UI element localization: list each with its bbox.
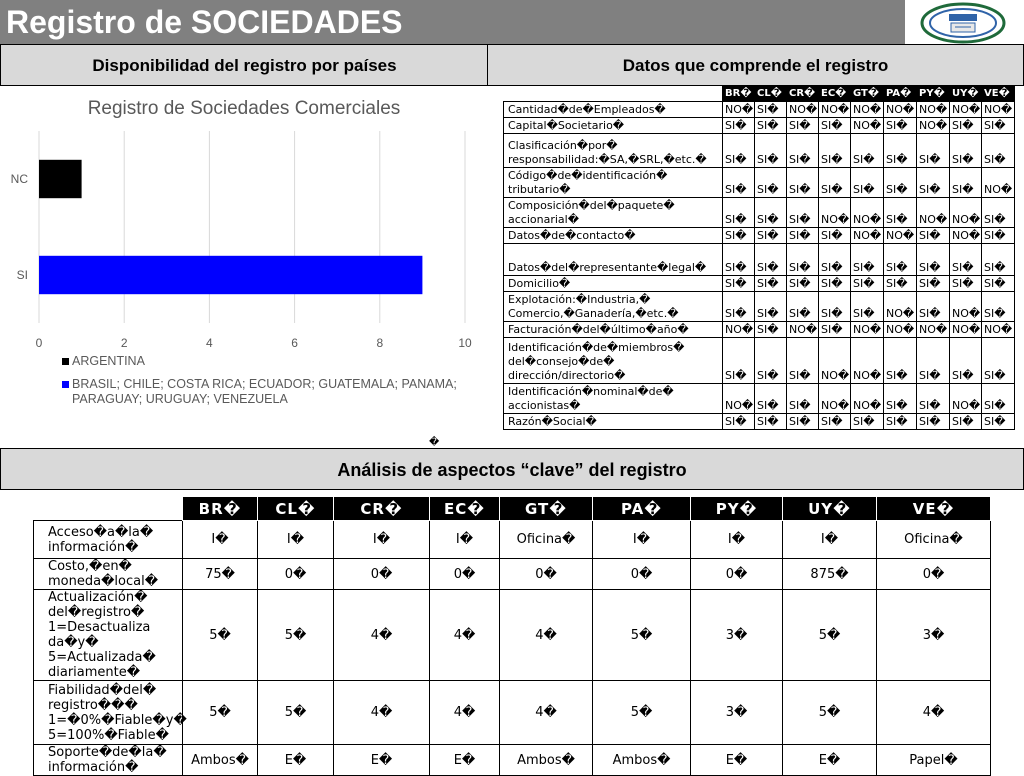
table-cell: SI� [950, 134, 982, 168]
table-cell: NO� [917, 118, 950, 134]
table-cell: 5� [258, 681, 334, 745]
analysis-col-header: BR� [183, 497, 258, 521]
title-bar [0, 0, 905, 44]
section-header-key-analysis [0, 448, 1024, 490]
table-cell: E� [258, 745, 334, 776]
table-cell: SI� [917, 384, 950, 414]
registry-table-header-row [504, 87, 1015, 102]
table-cell: SI� [723, 118, 755, 134]
table-row [504, 384, 1015, 414]
table-cell: SI� [884, 134, 917, 168]
section-header-availability [0, 44, 489, 86]
table-row [504, 292, 1015, 322]
table-row [34, 521, 991, 559]
section-header-key-analysis-label: Análisis de aspectos “clave” del registro [337, 460, 687, 480]
table-cell: SI� [723, 134, 755, 168]
table-cell: 5� [593, 590, 691, 681]
table-cell: I� [593, 521, 691, 559]
table-cell: I� [334, 521, 430, 559]
table-cell: SI� [982, 198, 1015, 228]
table-row [504, 168, 1015, 198]
table-cell: SI� [723, 228, 755, 244]
table-row [504, 322, 1015, 338]
table-cell: SI� [982, 276, 1015, 292]
table-cell: SI� [787, 228, 819, 244]
analysis-col-header: UY� [783, 497, 877, 521]
table-cell: 3� [691, 590, 783, 681]
table-cell: NO� [851, 228, 884, 244]
table-cell: SI� [884, 338, 917, 384]
legend-swatch-nc [62, 358, 69, 365]
table-cell: E� [783, 745, 877, 776]
row-label: Clasificación�por� responsabilidad:�SA,�SRL,�etc.� [504, 134, 723, 168]
table-cell: 0� [691, 559, 783, 590]
table-cell: NO� [723, 102, 755, 118]
table-row [34, 745, 991, 776]
table-cell: SI� [982, 292, 1015, 322]
table-cell: SI� [787, 168, 819, 198]
registry-col-header: PY� [917, 87, 950, 102]
table-cell: SI� [723, 292, 755, 322]
table-cell: SI� [917, 338, 950, 384]
table-cell: SI� [787, 276, 819, 292]
x-tick-label: 0 [35, 336, 43, 350]
table-cell: SI� [787, 414, 819, 430]
legend-swatch-si [62, 381, 69, 388]
table-cell: NO� [884, 292, 917, 322]
table-cell: SI� [723, 244, 755, 276]
x-tick-label: 10 [458, 336, 472, 350]
registry-col-header: UY� [950, 87, 982, 102]
chart-bar-nc [39, 160, 82, 198]
table-cell: NO� [851, 118, 884, 134]
table-cell: SI� [917, 414, 950, 430]
table-cell: SI� [982, 244, 1015, 276]
table-cell: SI� [884, 384, 917, 414]
table-cell: Papel� [877, 745, 991, 776]
table-cell: SI� [819, 168, 851, 198]
table-cell: 0� [430, 559, 500, 590]
table-cell: SI� [723, 338, 755, 384]
table-cell: E� [430, 745, 500, 776]
registry-col-header: PA� [884, 87, 917, 102]
legend-entry-others [62, 377, 462, 407]
table-cell: I� [258, 521, 334, 559]
table-cell: NO� [950, 228, 982, 244]
row-label: Datos�de�contacto� [504, 228, 723, 244]
section-header-registry-data [487, 44, 1024, 86]
table-cell: SI� [917, 292, 950, 322]
row-label: Datos�del�representante�legal� [504, 244, 723, 276]
table-cell: E� [691, 745, 783, 776]
table-cell: SI� [917, 276, 950, 292]
x-tick-label: 6 [291, 336, 298, 350]
table-cell: NO� [950, 322, 982, 338]
table-row [34, 590, 991, 681]
x-tick-label: 4 [206, 336, 213, 350]
table-cell: SI� [755, 198, 787, 228]
table-cell: NO� [787, 102, 819, 118]
legend-label-others: BRASIL; CHILE; COSTA RICA; ECUADOR; GUATEMALA; PANAMA; PARAGUAY; URUGUAY; VENEZUELA [72, 377, 457, 406]
table-cell: SI� [723, 168, 755, 198]
table-cell: NO� [723, 322, 755, 338]
table-cell: SI� [950, 276, 982, 292]
table-cell: SI� [950, 118, 982, 134]
table-cell: NO� [884, 322, 917, 338]
table-row [504, 134, 1015, 168]
table-cell: SI� [819, 414, 851, 430]
registry-col-header: CL� [755, 87, 787, 102]
table-cell: Oficina� [500, 521, 593, 559]
table-cell: NO� [723, 384, 755, 414]
table-cell: 3� [691, 681, 783, 745]
row-label: Identificación�nominal�de� accionistas� [504, 384, 723, 414]
table-cell: SI� [755, 244, 787, 276]
table-cell: NO� [917, 322, 950, 338]
table-cell: SI� [787, 292, 819, 322]
analysis-col-header: EC� [430, 497, 500, 521]
page-title: Registro de SOCIEDADES [6, 4, 403, 40]
registry-col-header: BR� [723, 87, 755, 102]
table-cell: SI� [884, 414, 917, 430]
x-tick-label: 2 [120, 336, 128, 350]
table-cell: SI� [723, 198, 755, 228]
table-cell: SI� [851, 134, 884, 168]
registry-col-header: VE� [982, 87, 1015, 102]
table-cell: SI� [851, 276, 884, 292]
analysis-col-header: PA� [593, 497, 691, 521]
row-label: Fiabilidad�del� registro��� 1=�0%�Fiable�y� 5=100%�Fiable� [34, 681, 183, 745]
table-row [504, 276, 1015, 292]
table-cell: SI� [982, 118, 1015, 134]
table-cell: NO� [950, 198, 982, 228]
table-cell: SI� [723, 414, 755, 430]
table-cell: SI� [755, 322, 787, 338]
table-cell: SI� [884, 244, 917, 276]
table-cell: SI� [755, 384, 787, 414]
table-cell: E� [334, 745, 430, 776]
chart-title: Registro de Sociedades Comerciales [87, 98, 401, 119]
analysis-col-header: GT� [500, 497, 593, 521]
table-cell: SI� [950, 414, 982, 430]
table-cell: SI� [917, 168, 950, 198]
analysis-table-header-row [34, 497, 991, 521]
section-header-availability-label: Disponibilidad del registro por países [92, 56, 397, 75]
table-cell: SI� [982, 338, 1015, 384]
table-cell: 75� [183, 559, 258, 590]
table-cell: NO� [819, 102, 851, 118]
table-cell: SI� [851, 292, 884, 322]
table-cell: Ambos� [500, 745, 593, 776]
table-cell: NO� [982, 102, 1015, 118]
section-header-registry-data-label: Datos que comprende el registro [622, 56, 889, 75]
table-cell: NO� [819, 384, 851, 414]
table-cell: 4� [430, 590, 500, 681]
row-label: Composición�del�paquete� accionarial� [504, 198, 723, 228]
row-label: Código�de�identificación� tributario� [504, 168, 723, 198]
table-cell: SI� [755, 338, 787, 384]
table-cell: SI� [755, 292, 787, 322]
legend-label-argentina: ARGENTINA [72, 354, 145, 368]
table-cell: SI� [982, 228, 1015, 244]
category-label: SI [16, 268, 28, 282]
table-cell: SI� [755, 276, 787, 292]
category-label: NC [10, 172, 28, 186]
row-label: Capital�Societario� [504, 118, 723, 134]
table-cell: SI� [884, 168, 917, 198]
table-cell: SI� [755, 228, 787, 244]
row-label: Costo,�en� moneda�local� [34, 559, 183, 590]
registry-table-corner [504, 87, 723, 102]
registry-col-header: EC� [819, 87, 851, 102]
table-row [504, 102, 1015, 118]
table-row [34, 559, 991, 590]
table-cell: 4� [334, 681, 430, 745]
table-cell: I� [183, 521, 258, 559]
table-cell: 875� [783, 559, 877, 590]
row-label: Facturación�del�último�año� [504, 322, 723, 338]
table-cell: NO� [982, 168, 1015, 198]
table-cell: SI� [982, 414, 1015, 430]
table-cell: I� [691, 521, 783, 559]
table-cell: SI� [917, 228, 950, 244]
table-cell: SI� [787, 134, 819, 168]
table-cell: SI� [787, 384, 819, 414]
table-row [504, 244, 1015, 276]
row-label: Explotación:�Industria,� Comercio,�Ganadería,�etc.� [504, 292, 723, 322]
table-cell: NO� [950, 384, 982, 414]
row-label: Domicilio� [504, 276, 723, 292]
table-cell: NO� [787, 322, 819, 338]
table-cell: NO� [950, 102, 982, 118]
table-cell: SI� [755, 168, 787, 198]
table-cell: Ambos� [183, 745, 258, 776]
key-analysis-table [33, 496, 991, 776]
row-label: Soporte�de�la� información� [34, 745, 183, 776]
organization-logo-icon [920, 2, 1006, 44]
row-label: Razón�Social� [504, 414, 723, 430]
row-label: Acceso�a�la� información� [34, 521, 183, 559]
table-cell: NO� [917, 102, 950, 118]
table-cell: SI� [819, 244, 851, 276]
table-cell: 4� [500, 681, 593, 745]
table-cell: Ambos� [593, 745, 691, 776]
table-cell: SI� [755, 414, 787, 430]
registry-col-header: CR� [787, 87, 819, 102]
table-cell: SI� [755, 118, 787, 134]
chart-bar-si [39, 256, 422, 294]
table-cell: SI� [819, 134, 851, 168]
analysis-col-header: CR� [334, 497, 430, 521]
table-cell: NO� [851, 384, 884, 414]
table-cell: SI� [819, 322, 851, 338]
table-cell: 4� [430, 681, 500, 745]
table-cell: 5� [783, 590, 877, 681]
table-cell: NO� [884, 102, 917, 118]
table-cell: 4� [500, 590, 593, 681]
table-cell: SI� [819, 276, 851, 292]
analysis-col-header: CL� [258, 497, 334, 521]
table-cell: 5� [783, 681, 877, 745]
table-cell: I� [430, 521, 500, 559]
table-cell: 0� [593, 559, 691, 590]
table-row [504, 228, 1015, 244]
table-cell: SI� [851, 414, 884, 430]
table-row [504, 198, 1015, 228]
table-cell: NO� [851, 338, 884, 384]
table-row [34, 681, 991, 745]
table-cell: NO� [917, 198, 950, 228]
table-cell: I� [783, 521, 877, 559]
registry-chart [0, 86, 488, 440]
table-cell: 3� [877, 590, 991, 681]
table-cell: 0� [258, 559, 334, 590]
table-cell: SI� [787, 198, 819, 228]
table-row [504, 118, 1015, 134]
table-cell: SI� [755, 134, 787, 168]
table-cell: NO� [819, 338, 851, 384]
table-cell: SI� [755, 102, 787, 118]
table-cell: SI� [851, 168, 884, 198]
table-row [504, 414, 1015, 430]
table-cell: Oficina� [877, 521, 991, 559]
table-cell: NO� [851, 322, 884, 338]
table-cell: SI� [917, 134, 950, 168]
table-cell: NO� [950, 292, 982, 322]
table-cell: SI� [851, 244, 884, 276]
registry-data-table [503, 86, 1015, 430]
analysis-col-header: PY� [691, 497, 783, 521]
table-cell: 5� [593, 681, 691, 745]
row-label: Identificación�de�miembros� del�consejo�de� dirección/directorio� [504, 338, 723, 384]
table-cell: NO� [982, 322, 1015, 338]
table-cell: SI� [884, 198, 917, 228]
table-row [504, 338, 1015, 384]
table-cell: 4� [877, 681, 991, 745]
table-cell: SI� [787, 244, 819, 276]
table-cell: SI� [787, 338, 819, 384]
table-cell: 4� [334, 590, 430, 681]
table-cell: SI� [982, 384, 1015, 414]
table-cell: NO� [819, 198, 851, 228]
table-cell: SI� [819, 228, 851, 244]
row-label: Cantidad�de�Empleados� [504, 102, 723, 118]
table-cell: SI� [884, 276, 917, 292]
chart-legend [62, 354, 462, 415]
chart-canvas [0, 86, 488, 356]
table-cell: SI� [950, 168, 982, 198]
table-cell: 5� [183, 681, 258, 745]
legend-entry-argentina [62, 354, 462, 369]
table-cell: SI� [982, 134, 1015, 168]
table-cell: SI� [723, 276, 755, 292]
row-label: Actualización� del�registro� 1=Desactualiza da�y� 5=Actualizada� diariamente� [34, 590, 183, 681]
table-cell: SI� [884, 118, 917, 134]
registry-col-header: GT� [851, 87, 884, 102]
table-cell: 0� [500, 559, 593, 590]
table-cell: NO� [851, 102, 884, 118]
table-cell: SI� [819, 292, 851, 322]
table-cell: SI� [819, 118, 851, 134]
table-cell: SI� [917, 244, 950, 276]
table-cell: SI� [950, 244, 982, 276]
analysis-col-header: VE� [877, 497, 991, 521]
stray-mark: � [429, 437, 440, 448]
table-cell: SI� [950, 338, 982, 384]
table-cell: SI� [787, 118, 819, 134]
table-cell: NO� [884, 228, 917, 244]
table-cell: 5� [258, 590, 334, 681]
table-cell: NO� [851, 198, 884, 228]
table-cell: 0� [334, 559, 430, 590]
x-tick-label: 8 [376, 336, 384, 350]
analysis-table-corner [34, 497, 183, 521]
table-cell: 5� [183, 590, 258, 681]
table-cell: 0� [877, 559, 991, 590]
